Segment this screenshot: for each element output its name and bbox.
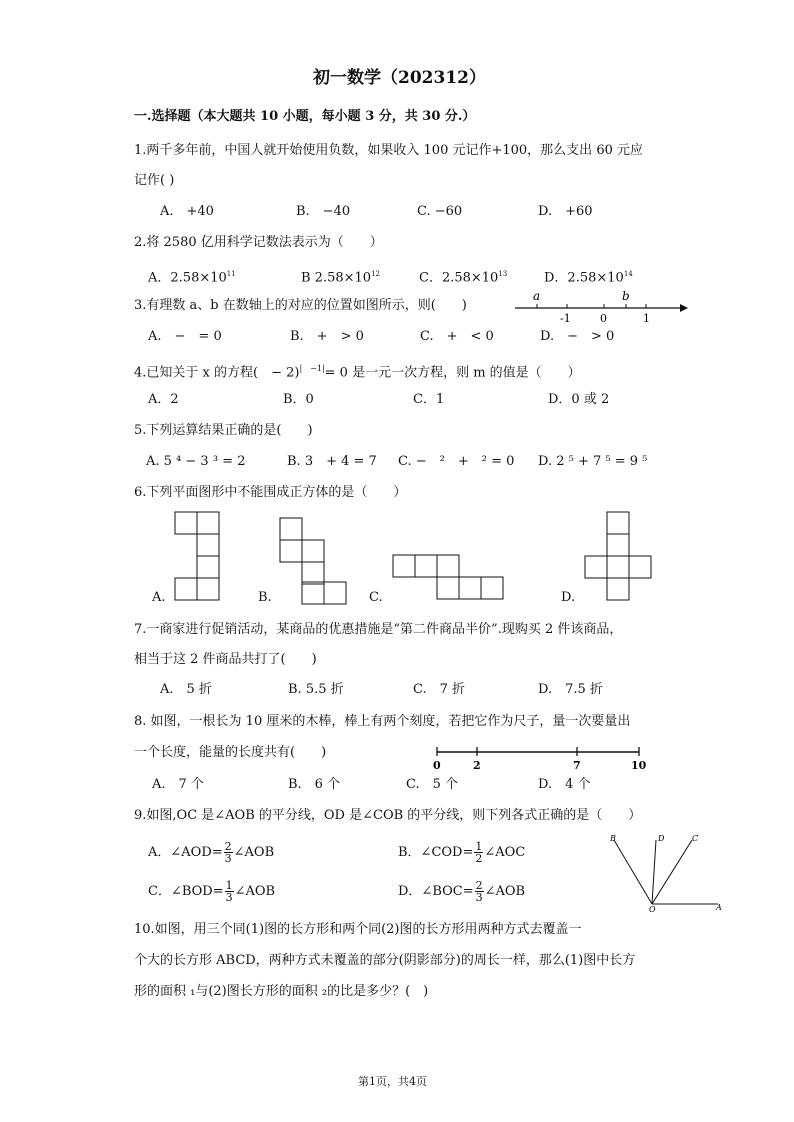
q4-option-b[interactable]: B．0 bbox=[283, 392, 314, 407]
ruler-label-0: 0 bbox=[433, 759, 441, 772]
label-b: b bbox=[622, 289, 630, 303]
q6-label-a[interactable]: A. bbox=[152, 590, 166, 605]
q9-option-c[interactable]: C．∠BOD= $\frac{1}{3}$ ∠AOB bbox=[148, 879, 276, 904]
q6-label-d[interactable]: D. bbox=[561, 590, 576, 605]
ray-OD bbox=[652, 840, 656, 904]
q9-stem: 9.如图,OC 是∠AOB 的平分线，OD 是∠COB 的平分线，则下列各式正确的是（ ） bbox=[134, 808, 642, 823]
q2-option-b[interactable]: B $2.58\times 10^{12}$ bbox=[301, 270, 380, 286]
q1-option-c[interactable]: C. −60 bbox=[417, 204, 463, 219]
q7-option-a[interactable]: A. 5 折 bbox=[160, 682, 212, 697]
q3-option-c[interactable]: C. + < 0 bbox=[420, 329, 494, 344]
q4-option-a[interactable]: A．2 bbox=[148, 392, 179, 407]
net-figure-a bbox=[170, 510, 240, 602]
q1-option-b[interactable]: B. −40 bbox=[296, 204, 351, 219]
ray-OB bbox=[614, 840, 652, 904]
angle-figure bbox=[606, 832, 726, 914]
q1-option-d[interactable]: D. +60 bbox=[538, 204, 593, 219]
arrow-head bbox=[680, 304, 688, 312]
q3-stem: 3.有理数 a、b 在数轴上的对应的位置如图所示，则( ) bbox=[134, 298, 467, 313]
q7-stem-line1: 7.一商家进行促销活动，某商品的优惠措施是“第二件商品半价”.现购买 2 件该商品， bbox=[134, 622, 623, 637]
number-line-figure bbox=[510, 286, 690, 326]
q5-stem: 5.下列运算结果正确的是( ) bbox=[134, 423, 313, 438]
label-a: a bbox=[533, 289, 541, 303]
q7-stem-line2: 相当于这 2 件商品共打了( ) bbox=[134, 652, 317, 667]
q10-stem-line3: 形的面积 ₁与(2)图长方形的面积 ₂的比是多少？( ) bbox=[134, 984, 429, 999]
q10-stem-line2: 个大的长方形 ABCD，两种方式未覆盖的部分(阴影部分)的周长一样，那么(1)图中长方 bbox=[134, 953, 636, 968]
q3-option-d[interactable]: D. − > 0 bbox=[540, 329, 615, 344]
q5-option-c[interactable]: C. − ² + ² = 0 bbox=[398, 454, 515, 469]
section-heading: 一.选择题（本大题共 10 小题，每小题 3 分，共 30 分.） bbox=[134, 109, 476, 124]
q4-option-d[interactable]: D．0 或 2 bbox=[548, 392, 610, 407]
label-one: 1 bbox=[643, 312, 650, 325]
net-figure-b bbox=[275, 516, 350, 606]
q6-label-c[interactable]: C. bbox=[369, 590, 383, 605]
q6-label-b[interactable]: B. bbox=[258, 590, 272, 605]
q4-stem: 4.已知关于 x 的方程( − 2)$^{| -1|}$= 0 是一元一次方程，则 m 的值是（ ） bbox=[134, 364, 581, 381]
q7-option-c[interactable]: C. 7 折 bbox=[413, 682, 466, 697]
ruler-label-2: 2 bbox=[473, 759, 481, 772]
label-zero: 0 bbox=[600, 312, 607, 325]
q9-option-b[interactable]: B．∠COD= $\frac{1}{2}$ ∠AOC bbox=[398, 840, 526, 865]
q10-stem-line1: 10.如图，用三个同(1)图的长方形和两个同(2)图的长方形用两种方式去覆盖一 bbox=[134, 922, 582, 937]
q1-stem-line1: 1.两千多年前，中国人就开始使用负数，如果收入 100 元记作+100，那么支出 60 元应 bbox=[134, 143, 643, 158]
q3-option-b[interactable]: B. + > 0 bbox=[290, 329, 364, 344]
q7-option-b[interactable]: B. 5.5 折 bbox=[288, 682, 344, 697]
q9-option-d[interactable]: D．∠BOC= $\frac{2}{3}$ ∠AOB bbox=[398, 879, 526, 904]
q8-option-d[interactable]: D. 4 个 bbox=[538, 777, 591, 792]
q8-option-b[interactable]: B. 6 个 bbox=[288, 777, 341, 792]
page-footer: 第1页，共4页 bbox=[358, 1075, 427, 1088]
q5-option-a[interactable]: A. 5 ⁴ − 3 ³ = 2 bbox=[146, 454, 246, 469]
q8-stem-line1: 8. 如图，一根长为 10 厘米的木棒，棒上有两个刻度，若把它作为尺子，量一次要量出 bbox=[134, 714, 631, 729]
q5-option-b[interactable]: B. 3 + 4 = 7 bbox=[287, 454, 377, 469]
fig-label-B: B bbox=[610, 834, 616, 843]
q9-option-a[interactable]: A．∠AOD= $\frac{2}{3}$ ∠AOB bbox=[148, 840, 275, 865]
q7-option-d[interactable]: D. 7.5 折 bbox=[538, 682, 603, 697]
q5-option-d[interactable]: D. 2 ⁵ + 7 ⁵ = 9 ⁵ bbox=[538, 454, 648, 469]
page-title: 初一数学（202312） bbox=[313, 68, 486, 88]
q2-option-a[interactable]: A．$2.58\times 10^{11}$ bbox=[148, 270, 236, 286]
fig-label-C: C bbox=[692, 834, 699, 843]
q8-option-c[interactable]: C. 5 个 bbox=[406, 777, 459, 792]
net-figure-c bbox=[390, 553, 510, 605]
q8-stem-line2: 一个长度，能量的长度共有( ) bbox=[134, 745, 327, 760]
q1-option-a[interactable]: A. +40 bbox=[160, 204, 214, 219]
net-figure-d bbox=[580, 510, 660, 605]
label-minus-one: -1 bbox=[560, 312, 571, 325]
q2-stem: 2.将 2580 亿用科学记数法表示为（ ） bbox=[134, 235, 383, 250]
q2-option-c[interactable]: C．$2.58\times 10^{13}$ bbox=[419, 270, 508, 286]
fig-label-A: A bbox=[716, 903, 722, 912]
q2-option-d[interactable]: D．$2.58\times 10^{14}$ bbox=[544, 270, 633, 286]
q4-option-c[interactable]: C．1 bbox=[413, 392, 445, 407]
ruler-label-7: 7 bbox=[573, 759, 581, 772]
q3-option-a[interactable]: A. − = 0 bbox=[148, 329, 222, 344]
q8-option-a[interactable]: A. 7 个 bbox=[152, 777, 204, 792]
q1-stem-line2: 记作( ) bbox=[134, 173, 175, 188]
ray-OC bbox=[652, 840, 692, 904]
ruler-label-10: 10 bbox=[631, 759, 647, 772]
fig-label-O: O bbox=[649, 905, 656, 914]
q6-stem: 6.下列平面图形中不能围成正方体的是（ ） bbox=[134, 485, 407, 500]
ruler-figure bbox=[428, 742, 650, 774]
fig-label-D: D bbox=[658, 834, 665, 843]
